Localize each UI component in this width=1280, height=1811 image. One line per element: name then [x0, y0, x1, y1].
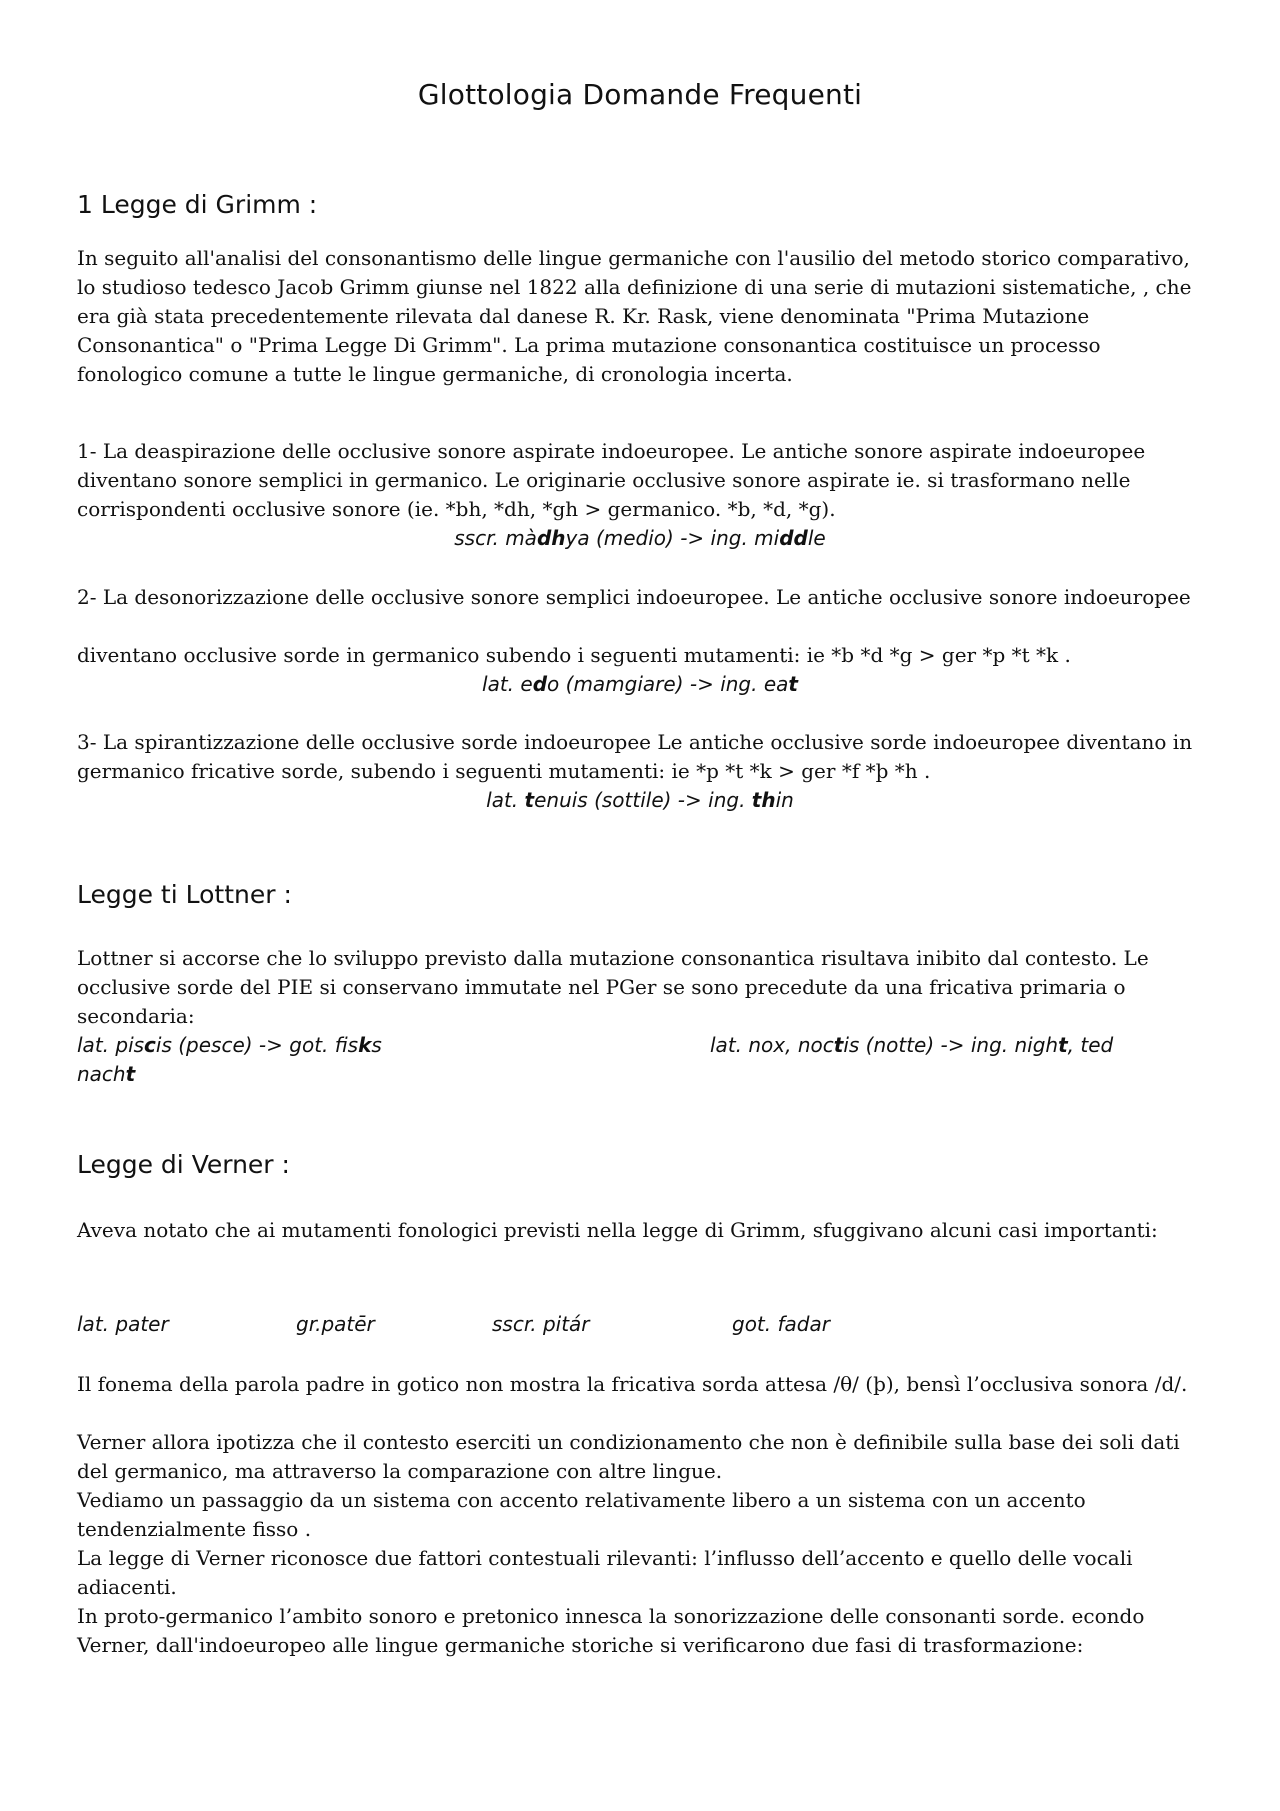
lottner-example-left: lat. piscis (pesce) -> got. fisks [77, 1033, 382, 1057]
grimm-example-1: sscr. màdhya (medio) -> ing. middle [454, 526, 826, 550]
verner-line-2: Verner allora ipotizza che il contesto eserciti un condizionamento che non è definibile sulla base dei soli dati del germanico, ma attraverso la comparazione con altre lingue. [77, 1430, 1180, 1483]
grimm-heading: 1 Legge di Grimm : [77, 190, 318, 219]
verner-line-3: Vediamo un passaggio da un sistema con accento relativamente libero a un sistema con un accento tendenzialmente fisso . [77, 1488, 1086, 1541]
lottner-example-wrap: nacht [77, 1062, 136, 1086]
verner-line-5: In proto-germanico l’ambito sonoro e pretonico innesca la sonorizzazione delle consonanti sorde. econdo Verner, dall'indoeuropeo alle lingue germaniche storiche si verificarono due fasi di trasformazione: [77, 1604, 1145, 1657]
verner-heading: Legge di Verner : [77, 1150, 290, 1179]
grimm-intro: In seguito all'analisi del consonantismo delle lingue germaniche con l'ausilio del metodo storico comparativo, lo studioso tedesco Jacob Grimm giunse nel 1822 alla definizione di una serie di mutazioni sistematiche, , che era già stata precedentemente rilevata dal danese R. Kr. Rask, viene denominata "Prima Mutazione Consonantica" o "Prima Legge Di Grimm". La prima mutazione consonantica costituisce un processo fonologico comune a tutte le lingue germaniche, di cronologia incerta. [77, 246, 1192, 386]
verner-word-gothic: got. fadar [732, 1312, 830, 1336]
grimm-example-3: lat. tenuis (sottile) -> ing. thin [486, 788, 794, 812]
lottner-text: Lottner si accorse che lo sviluppo previsto dalla mutazione consonantica risultava inibito dal contesto. Le occlusive sorde del PIE si conservano immutate nel PGer se sono precedute da una fricativa primaria o secondaria: [77, 946, 1149, 1028]
verner-line-4: La legge di Verner riconosce due fattori contestuali rilevanti: l’influsso dell’accento e quello delle vocali adiacenti. [77, 1546, 1133, 1599]
document-title: Glottologia Domande Frequenti [417, 78, 863, 111]
verner-intro: Aveva notato che ai mutamenti fonologici previsti nella legge di Grimm, sfuggivano alcuni casi importanti: [77, 1218, 1158, 1242]
grimm-point-1: 1- La deaspirazione delle occlusive sonore aspirate indoeuropee. Le antiche sonore aspirate indoeuropee diventano sonore semplici in germanico. Le originarie occlusive sonore aspirate ie. si trasformano nelle corrispondenti occlusive sonore (ie. *bh, *dh, *gh > germanico. *b, *d, *g). [77, 439, 1146, 521]
grimm-point-2a: 2- La desonorizzazione delle occlusive sonore semplici indoeuropee. Le antiche occlusive sonore indoeuropee [77, 585, 1191, 609]
lottner-example-right: lat. nox, noctis (notte) -> ing. night, ted [710, 1033, 1114, 1057]
grimm-example-2: lat. edo (mamgiare) -> ing. eat [482, 672, 798, 696]
grimm-point-3: 3- La spirantizzazione delle occlusive sorde indoeuropee Le antiche occlusive sorde indoeuropee diventano in germanico fricative sorde, subendo i seguenti mutamenti: ie *p *t *k > ger *f *þ *h . [77, 730, 1193, 783]
verner-word-greek: gr.patēr [296, 1312, 375, 1336]
lottner-heading: Legge ti Lottner : [77, 880, 292, 909]
verner-line-1: Il fonema della parola padre in gotico non mostra la fricativa sorda attesa /θ/ (þ), bensì l’occlusiva sonora /d/. [77, 1372, 1188, 1396]
grimm-point-2b: diventano occlusive sorde in germanico subendo i seguenti mutamenti: ie *b *d *g > ger *p *t *k . [77, 643, 1071, 667]
verner-word-latin: lat. pater [77, 1312, 169, 1336]
verner-word-sanskrit: sscr. pitár [492, 1312, 590, 1336]
